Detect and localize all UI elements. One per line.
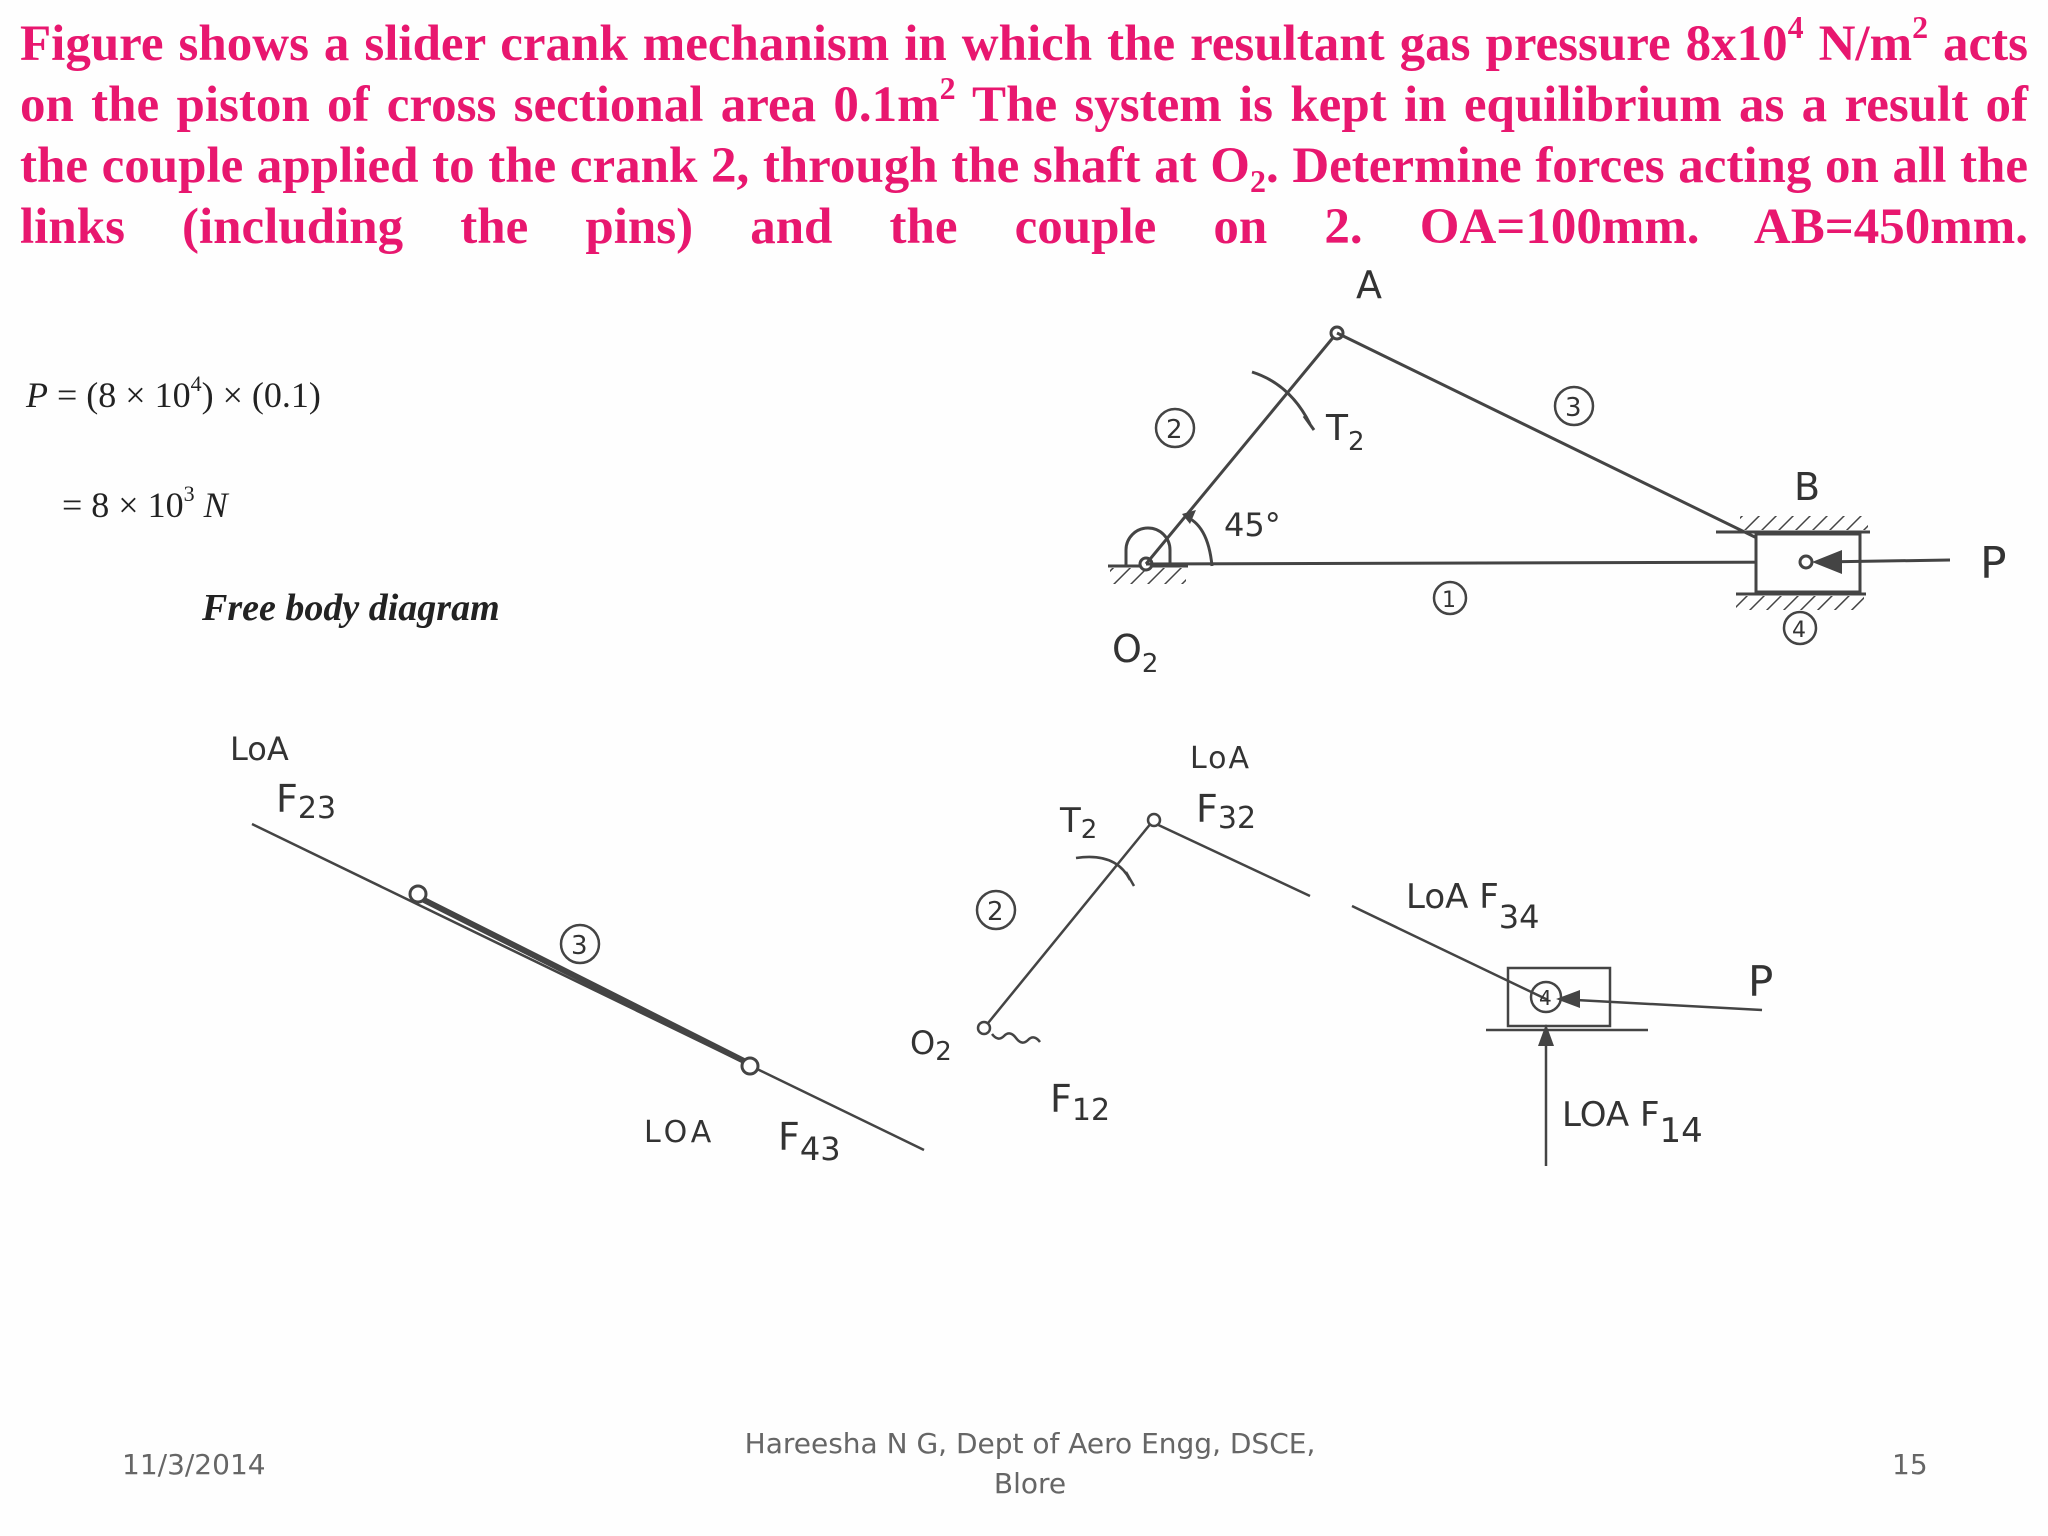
- fbd2-pivot: [910, 1024, 952, 1067]
- torque-arrowhead: [1304, 416, 1314, 430]
- fbd2-torque: [1059, 801, 1097, 845]
- equation-rhs-b: ) × (0.1): [201, 375, 321, 415]
- free-body-diagram-heading: Free body diagram: [202, 587, 500, 629]
- fbd2-reaction-main: F: [1050, 1077, 1072, 1121]
- label-a: A: [1356, 263, 1382, 307]
- slider-crank-mechanism: [1108, 327, 1950, 610]
- label-o2-sub: 2: [1141, 649, 1159, 679]
- fbd4-loa-f14-label: [1562, 1095, 1703, 1151]
- fbd-link-2: [977, 814, 1310, 1043]
- fbd2-reaction: [1050, 1077, 1110, 1128]
- fbd4-loa-f34-label: [1406, 877, 1540, 936]
- problem-text-3: acts on the piston of cross sectional area 0.1m: [20, 16, 2029, 133]
- fbd3-link-number: 3: [571, 931, 588, 961]
- problem-exponent-2: 2: [1912, 9, 1929, 45]
- equation-exponent: 4: [190, 371, 202, 396]
- problem-exponent-1: 4: [1787, 9, 1804, 45]
- link-3-number: 3: [1565, 393, 1582, 423]
- footer-page-number: 15: [1892, 1448, 1928, 1481]
- problem-text-5: . Determine forces acting on all the links (including the pins) and the couple on 2. OA=100mm. AB=450mm.: [20, 138, 2028, 255]
- label-b: B: [1794, 465, 1821, 509]
- angle-arc: [1184, 516, 1212, 566]
- link-1-number: 1: [1442, 588, 1456, 613]
- fbd2-reaction-sub: 12: [1071, 1093, 1111, 1128]
- fbd2-torque-sub: 2: [1080, 815, 1098, 845]
- label-angle: 45°: [1224, 506, 1281, 544]
- fbd2-reaction-squiggle: [992, 1033, 1040, 1042]
- fbd-link-4-labels: [1406, 877, 1773, 1151]
- footer-date: 11/3/2014: [122, 1448, 266, 1481]
- mechanism-labels: [1112, 263, 2007, 679]
- slider-guide-bottom-hatch: [1736, 596, 1864, 610]
- label-force-p: P: [1980, 538, 2007, 589]
- frame-line: [1146, 562, 1810, 564]
- problem-text-4: The system is kept in equilibrium as a result of the couple applied to the crank 2, through the shaft at O: [20, 77, 2028, 194]
- fbd-link-2-labels: [910, 741, 1256, 1128]
- result-value: = 8 × 10: [62, 485, 184, 525]
- result-unit: N: [203, 485, 228, 525]
- problem-subscript-1: 2: [1249, 163, 1266, 199]
- fbd3-loa-bottom: LOA: [644, 1115, 716, 1150]
- label-o2-main: O: [1112, 627, 1142, 671]
- fbd4-force-p: P: [1748, 957, 1774, 1006]
- result-exponent: 3: [183, 481, 195, 506]
- footer-author: [720, 1424, 1340, 1504]
- fbd4-loa-f14-main: LOA F: [1562, 1095, 1660, 1135]
- fbd4-link-number: 4: [1539, 986, 1552, 1010]
- fbd4-loa-f34-main: LoA F: [1406, 877, 1499, 917]
- fbd4-loa-f34-sub: 34: [1498, 898, 1540, 936]
- fbd2-link-number: 2: [987, 897, 1004, 927]
- fbd2-pivot-sub: 2: [935, 1037, 952, 1067]
- fbd-link-3: [252, 824, 924, 1150]
- label-t2: [1325, 408, 1365, 457]
- label-t2-sub: 2: [1348, 427, 1365, 457]
- fbd2-pin-o2: [978, 1022, 990, 1034]
- torque-arc: [1252, 372, 1310, 424]
- fbd4-loa-f14-sub: 14: [1659, 1111, 1703, 1151]
- slider-guide-top-hatch: [1740, 516, 1868, 530]
- pin-b: [1800, 556, 1812, 568]
- fbd3-force-top-main: F: [276, 777, 298, 821]
- footer-author-line-2: Blore: [993, 1467, 1067, 1500]
- link-2-number: 2: [1166, 415, 1183, 445]
- fbd2-pivot-main: O: [910, 1024, 936, 1062]
- fbd3-pin-top: [410, 886, 426, 902]
- fbd3-link-body: [416, 896, 750, 1064]
- fbd3-force-top: [276, 777, 336, 826]
- fbd2-force-main: F: [1196, 787, 1218, 831]
- fbd3-pin-bottom: [742, 1058, 758, 1074]
- fbd2-force-sub: 32: [1217, 801, 1257, 836]
- label-o2: [1112, 627, 1158, 679]
- fbd3-force-bottom: [778, 1115, 841, 1168]
- fbd4-force-p-line: [1576, 1000, 1762, 1010]
- fbd4-slider-block: [1508, 968, 1610, 1026]
- fbd2-torque-arrowhead: [1126, 872, 1134, 886]
- fbd2-loa: LoA: [1190, 741, 1252, 776]
- problem-text-2: N/m: [1803, 16, 1913, 72]
- fbd3-loa-top: LoA: [230, 730, 289, 768]
- fbd3-force-bottom-main: F: [778, 1115, 800, 1159]
- footer-author-line-1: Hareesha N G, Dept of Aero Engg, DSCE,: [744, 1427, 1316, 1460]
- problem-exponent-3: 2: [939, 70, 956, 106]
- fbd3-line-of-action: [252, 824, 924, 1150]
- link-4-number: 4: [1792, 618, 1806, 643]
- equation-rhs-a: = (8 × 10: [48, 375, 191, 415]
- connecting-rod: [1337, 333, 1806, 562]
- force-symbol: P: [26, 375, 48, 415]
- problem-text-1: Figure shows a slider crank mechanism in which the resultant gas pressure 8x10: [20, 16, 1788, 72]
- label-t2-main: T: [1326, 408, 1348, 449]
- fbd2-pin-a: [1148, 814, 1160, 826]
- fbd3-force-top-sub: 23: [297, 791, 337, 826]
- fbd2-force: [1196, 787, 1256, 836]
- fbd3-force-bottom-sub: 43: [799, 1130, 841, 1168]
- fbd4-f14-arrowhead: [1538, 1024, 1554, 1046]
- fbd-link-3-labels: [230, 730, 841, 1168]
- fbd2-torque-main: T: [1060, 801, 1081, 841]
